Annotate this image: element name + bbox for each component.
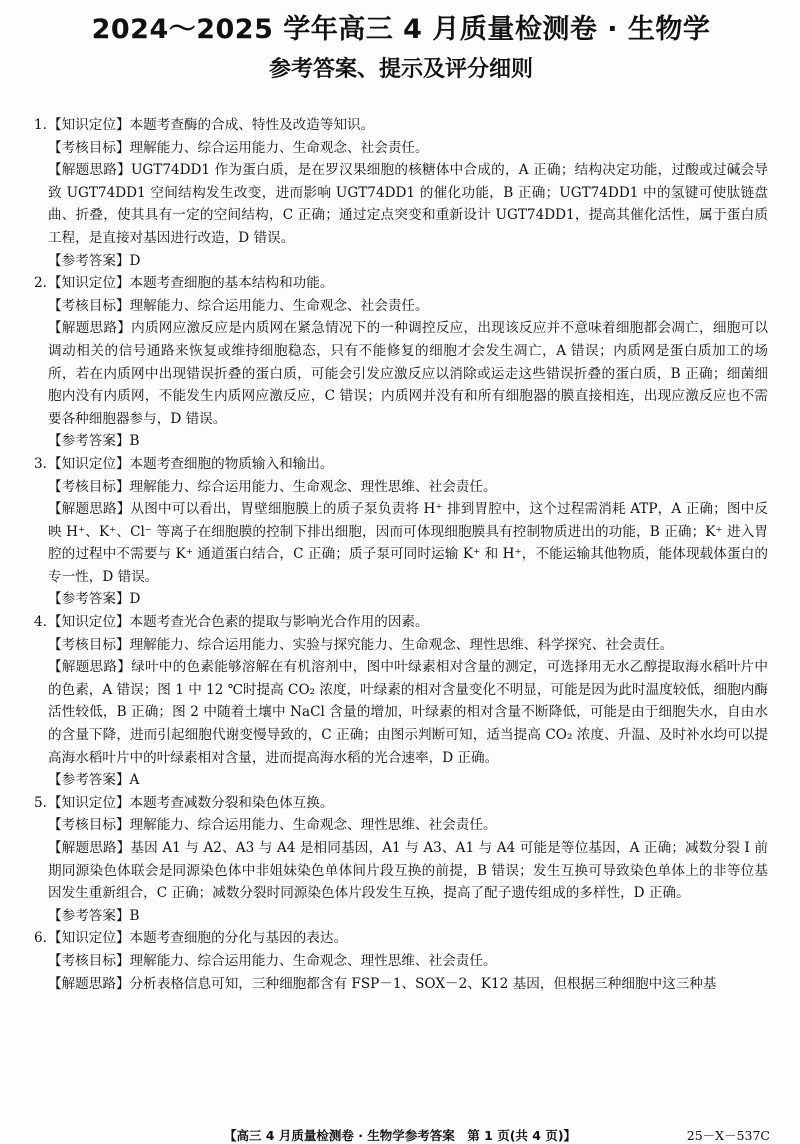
question-block: [34, 927, 768, 995]
assessment-goal: 【考核目标】理解能力、综合运用能力、生命观念、理性思维、社会责任。: [48, 952, 497, 969]
assessment-goal: 【考核目标】理解能力、综合运用能力、实验与探究能力、生命观念、理性思维、科学探究、社会责任。: [48, 636, 674, 653]
solution-idea: 【解题思路】分析表格信息可知，三种细胞都含有 FSP－1、SOX－2、K12 基因，但根据三种细胞中这三种基: [48, 975, 717, 992]
assessment-goal: 【考核目标】理解能力、综合运用能力、生命观念、理性思维、社会责任。: [48, 817, 497, 834]
assessment-goal: 【考核目标】理解能力、综合运用能力、生命观念、社会责任。: [48, 139, 429, 156]
question-number: 2.: [34, 275, 47, 292]
question-number: 3.: [34, 455, 47, 472]
question-block: [34, 611, 768, 792]
question-number: 6.: [34, 930, 47, 947]
solution-idea: 【解题思路】绿叶中的色素能够溶解在有机溶剂中，图中叶绿素相对含量的测定，可选择用无水乙醇提取海水稻叶片中的色素，A 错误；图 1 中 12 ℃时提高 CO₂ 浓度，叶绿素的相对含量变化不明显，可能是因为此时温度较低，细胞内酶活性较低，B 正确；图 2 中随着土壤中 NaCl 含量的增加，叶绿素的相对含量不断降低，可能是由于细胞失水，自由水的含量下降，进而引起细胞代谢变慢导致的，C 正确；由图示判断可知，适当提高 CO₂ 浓度、升温、及时补水均可以提高海水稻叶片中的叶绿素相对含量，进而提高海水稻的光合速率，D 正确。: [48, 659, 768, 766]
knowledge-point: 1.【知识定位】本题考查酶的合成、特性及改造等知识。: [34, 114, 768, 137]
solution-idea: 【解题思路】基因 A1 与 A2、A3 与 A4 是相同基因，A1 与 A3、A1 与 A4 可能是等位基因，A 正确；减数分裂 Ⅰ 前期同源染色体联会是同源染色体中非姐妹染色单体间片段互换的前提，B 错误；发生互换可导致染色单体上的非等位基因发生重新组合，C 正确；减数分裂时同源染色体片段发生互换，提高了配子遗传组成的多样性，D 正确。: [48, 840, 768, 902]
question-number: 4.: [34, 614, 47, 631]
reference-answer: 【参考答案】D: [48, 591, 141, 608]
reference-answer: 【参考答案】B: [48, 433, 140, 450]
question-block: [34, 114, 768, 272]
page-title: 2024～2025 学年高三 4 月质量检测卷 · 生物学: [91, 14, 711, 45]
question-number: 5.: [34, 794, 47, 811]
knowledge-point: 3.【知识定位】本题考查细胞的物质输入和输出。: [34, 453, 768, 476]
reference-answer: 【参考答案】A: [48, 772, 140, 789]
assessment-goal: 【考核目标】理解能力、综合运用能力、生命观念、社会责任。: [48, 297, 429, 314]
solution-idea: 【解题思路】从图中可以看出，胃壁细胞膜上的质子泵负责将 H⁺ 排到胃腔中，这个过程需消耗 ATP，A 正确；图中反映 H⁺、K⁺、Cl⁻ 等离子在细胞膜的控制下排出细胞，因而可体现细胞膜具有控制物质进出的功能，B 正确；K⁺ 进入胃腔的过程中不需要与 K⁺ 通道蛋白结合，C 正确；质子泵可同时运输 K⁺ 和 H⁺，不能运输其他物质，能体现载体蛋白的专一性，D 错误。: [48, 501, 768, 585]
knowledge-point: 6.【知识定位】本题考查细胞的分化与基因的表达。: [34, 927, 768, 950]
reference-answer: 【参考答案】D: [48, 252, 141, 269]
footer-doc-code: 25－X－537C: [686, 1128, 770, 1143]
page-subtitle: 参考答案、提示及评分细则: [268, 57, 533, 82]
knowledge-point: 5.【知识定位】本题考查减数分裂和染色体互换。: [34, 792, 768, 815]
question-block: [34, 792, 768, 928]
question-block: [34, 272, 768, 453]
reference-answer: 【参考答案】B: [48, 907, 140, 924]
solution-idea: 【解题思路】UGT74DD1 作为蛋白质，是在罗汉果细胞的核糖体中合成的，A 正确；结构决定功能，过酸或过碱会导致 UGT74DD1 空间结构发生改变，进而影响 UGT74DD1 的催化功能，B 正确；UGT74DD1 中的氢键可使肽链盘曲、折叠，使其具有一定的空间结构，C 正确；通过定点突变和重新设计 UGT74DD1，提高其催化活性，属于蛋白质工程，是直接对基因进行改造，D 错误。: [48, 162, 768, 246]
solution-idea: 【解题思路】内质网应激反应是内质网在紧急情况下的一种调控反应，出现该反应并不意味着细胞都会凋亡，细胞可以调动相关的信号通路来恢复或维持细胞稳态，只有不能修复的细胞才会发生凋亡，A 错误；内质网是蛋白质加工的场所，若在内质网中出现错误折叠的蛋白质，可能会引发应激反应以消除或运走这些错误折叠的蛋白质，B 正确；细菌细胞内没有内质网，不能发生内质网应激反应，C 错误；内质网并没有和所有细胞器的膜直接相连，出现应激反应也不需要各种细胞器参与，D 错误。: [48, 320, 768, 427]
knowledge-point: 2.【知识定位】本题考查细胞的基本结构和功能。: [34, 272, 768, 295]
question-block: [34, 453, 768, 611]
question-number: 1.: [34, 117, 47, 133]
knowledge-point: 4.【知识定位】本题考查光合色素的提取与影响光合作用的因素。: [34, 611, 768, 634]
answer-list: [34, 114, 768, 995]
assessment-goal: 【考核目标】理解能力、综合运用能力、生命观念、理性思维、社会责任。: [48, 478, 497, 495]
footer-page-info: 【高三 4 月质量检测卷 · 生物学参考答案 第 1 页(共 4 页)】: [223, 1128, 577, 1143]
